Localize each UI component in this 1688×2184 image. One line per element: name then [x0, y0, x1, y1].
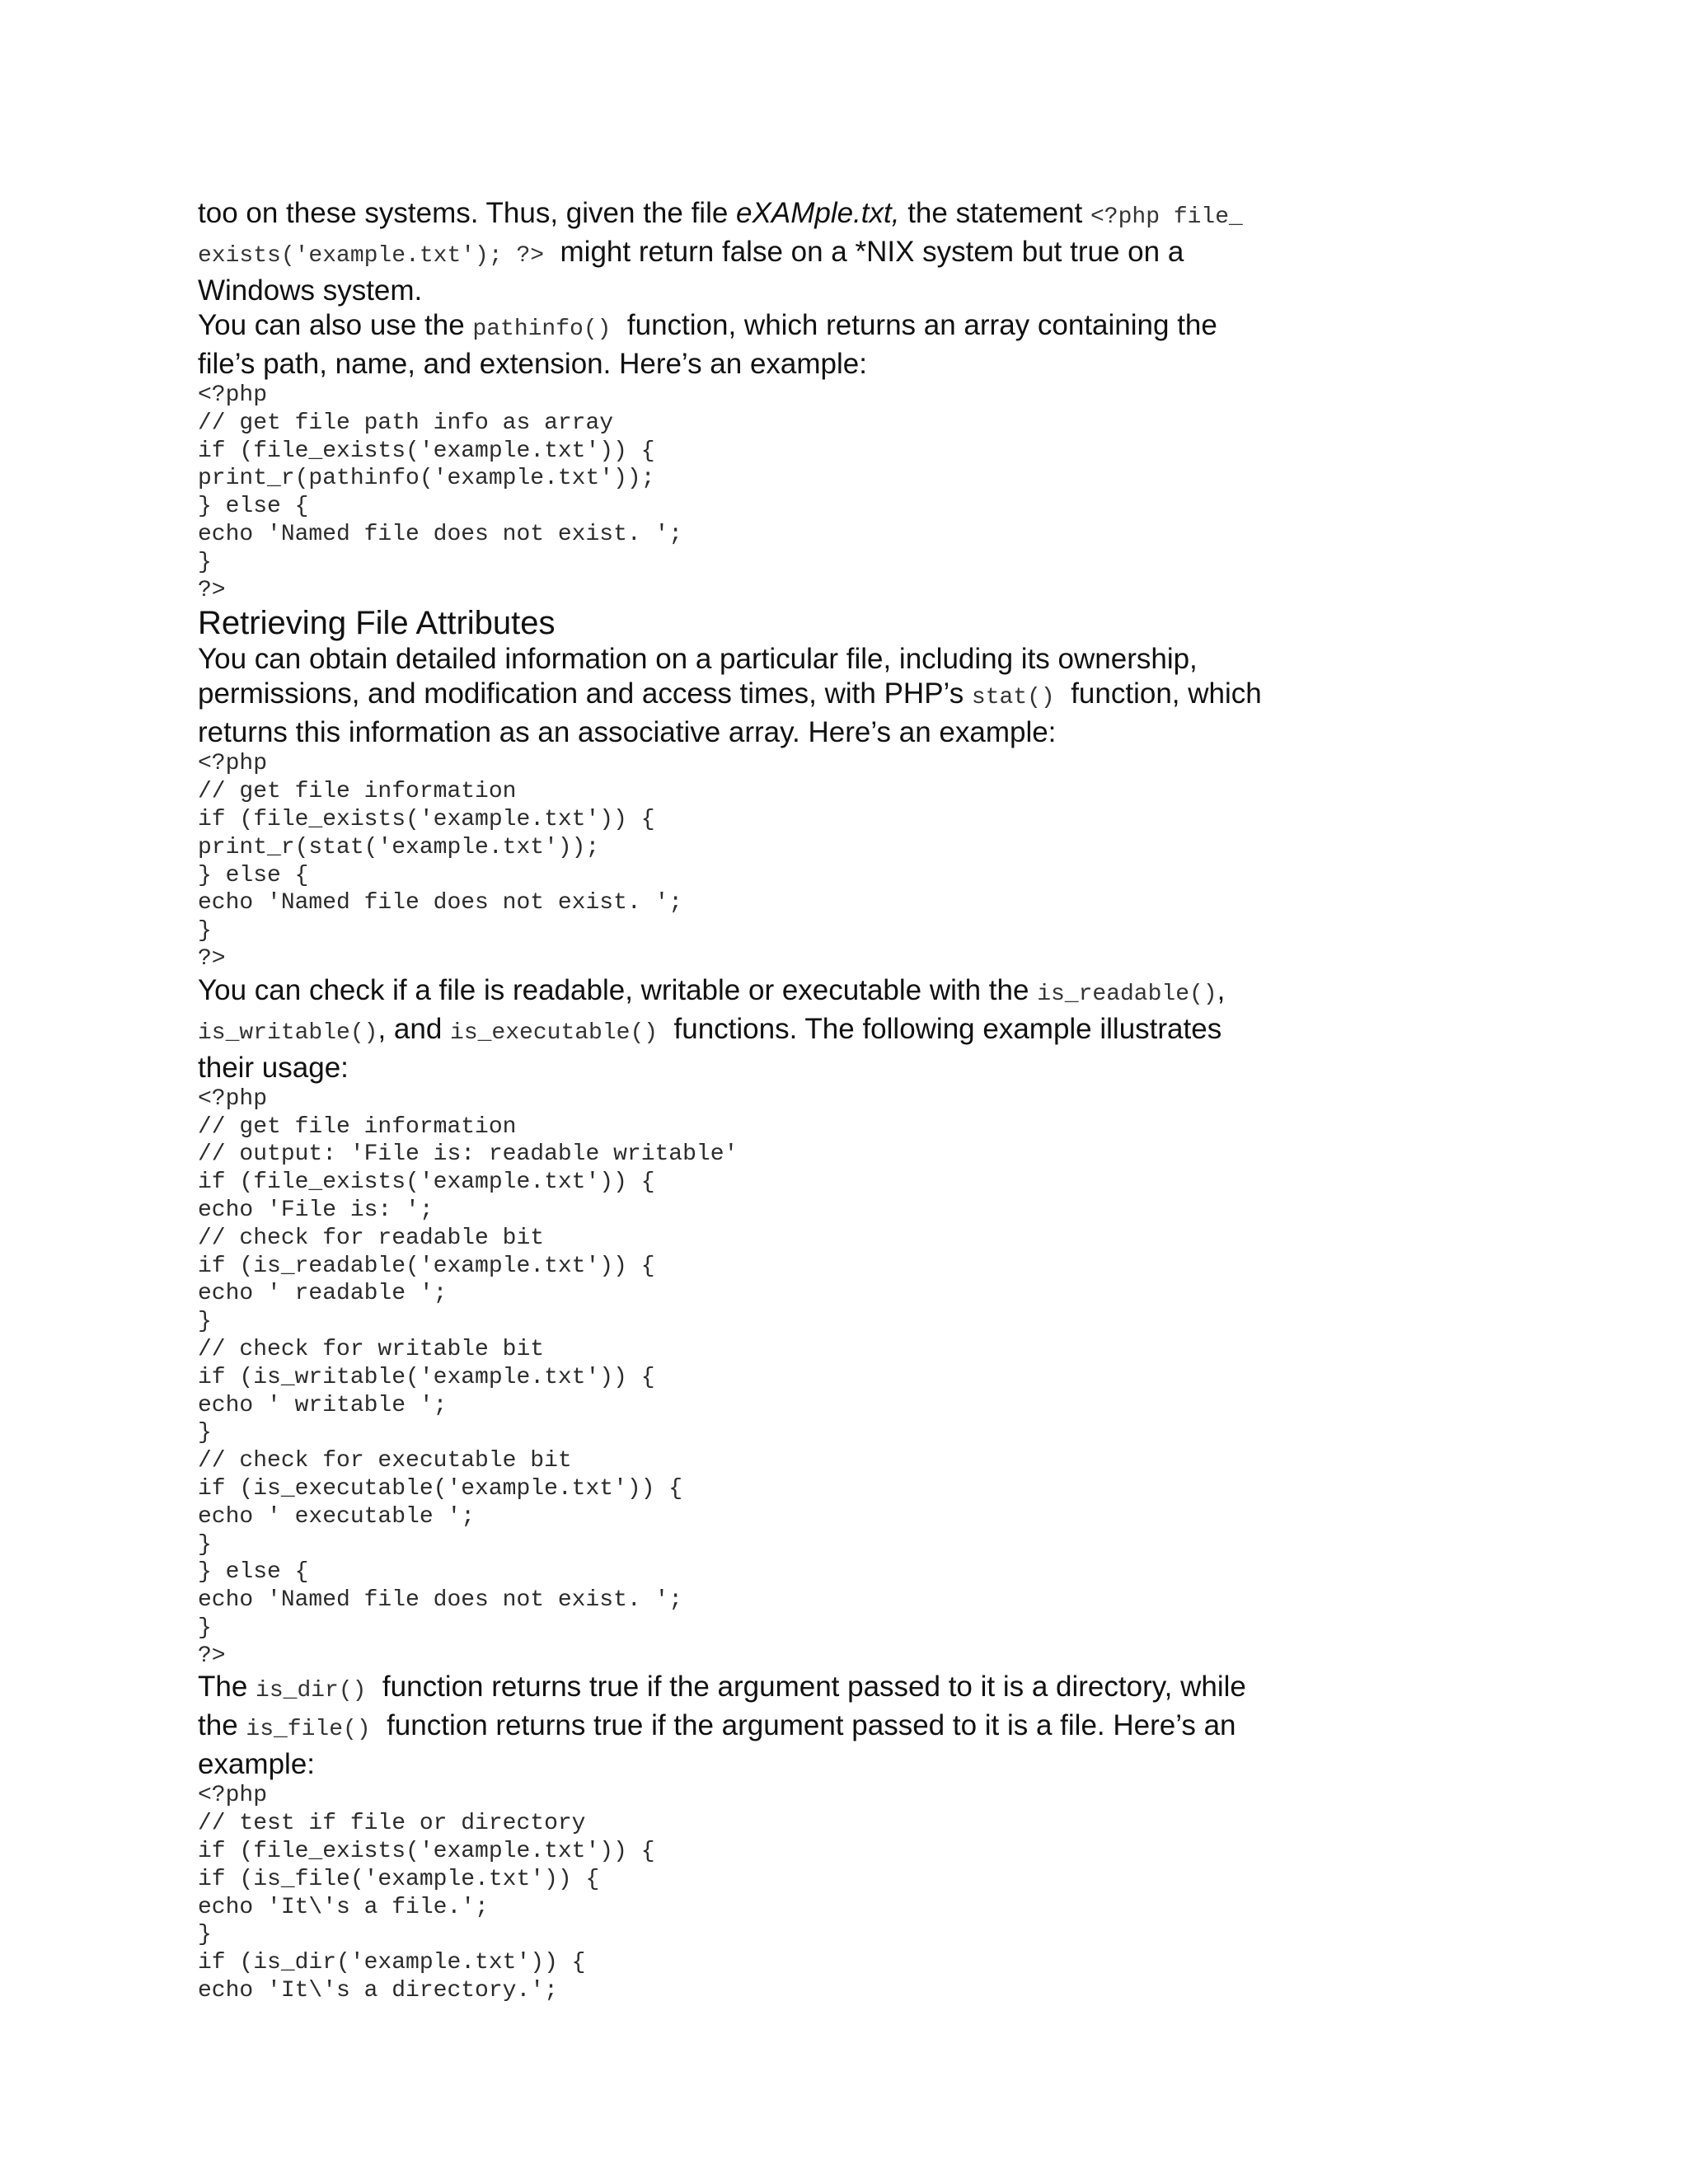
code-block-permissions	[198, 1085, 1599, 1671]
code-line: // output: 'File is: readable writable'	[198, 1141, 738, 1168]
code-line: <?php	[198, 751, 268, 777]
paragraph-text: The	[198, 1671, 256, 1704]
intro-paragraph	[198, 196, 1599, 308]
section-heading: Retrieving File Attributes	[198, 605, 556, 642]
paragraph-text: example:	[198, 1748, 316, 1781]
paragraph-text: their usage:	[198, 1051, 349, 1084]
code-line: } else {	[198, 494, 309, 520]
code-block-isdir	[198, 1782, 1599, 2004]
inline-code: is_readable()	[1037, 981, 1217, 1007]
intro-text: Windows system.	[198, 274, 423, 307]
code-line: // get file path info as array	[198, 410, 614, 436]
paragraph-text: You can obtain detailed information on a particular file, including its ownership,	[198, 643, 1198, 676]
code-line: // check for writable bit	[198, 1336, 545, 1362]
paragraph-text: returns this information as an associative array. Here’s an example:	[198, 716, 1057, 749]
code-block-pathinfo	[198, 382, 1599, 604]
code-line: echo 'Named file does not exist. ';	[198, 1587, 683, 1614]
code-line: echo 'Named file does not exist. ';	[198, 890, 683, 916]
code-line: <?php	[198, 1085, 268, 1112]
stat-paragraph	[198, 642, 1599, 750]
code-line: if (file_exists('example.txt')) {	[198, 806, 655, 832]
readable-paragraph	[198, 973, 1599, 1085]
code-line: }	[198, 1922, 212, 1948]
code-line: echo 'It\'s a directory.';	[198, 1978, 558, 2004]
code-line: echo 'File is: ';	[198, 1197, 434, 1223]
code-line: <?php	[198, 382, 268, 408]
code-line: }	[198, 549, 212, 575]
code-line: }	[198, 1309, 212, 1335]
inline-code: exists('example.txt'); ?>	[198, 243, 545, 269]
paragraph-text: function returns true if the argument passed to it is a file. Here’s an	[370, 1709, 1236, 1742]
code-line: if (is_writable('example.txt')) {	[198, 1364, 655, 1390]
code-line: if (file_exists('example.txt')) {	[198, 438, 655, 464]
inline-code: pathinfo()	[472, 316, 612, 342]
inline-code: stat()	[971, 685, 1055, 711]
inline-code: is_dir()	[256, 1678, 367, 1704]
inline-code: is_executable()	[450, 1019, 659, 1046]
code-line: ?>	[198, 577, 226, 603]
code-line: // check for executable bit	[198, 1448, 572, 1474]
paragraph-text: function returns true if the argument passed to it is a directory, while	[366, 1671, 1246, 1704]
code-line: }	[198, 1420, 212, 1446]
paragraph-text: function, which	[1054, 677, 1262, 710]
isdir-paragraph	[198, 1670, 1599, 1782]
paragraph-text: permissions, and modification and access times, with PHP’s	[198, 677, 972, 710]
code-line: echo 'Named file does not exist. ';	[198, 521, 683, 547]
code-line: // check for readable bit	[198, 1225, 545, 1251]
paragraph-text: function, which returns an array containing the	[611, 309, 1217, 341]
code-block-stat	[198, 750, 1599, 972]
code-line: echo ' executable ';	[198, 1503, 476, 1530]
code-line: // get file information	[198, 779, 517, 805]
code-line: if (is_file('example.txt')) {	[198, 1866, 600, 1892]
paragraph-text: You can check if a file is readable, writable or executable with the	[198, 973, 1038, 1006]
inline-code: <?php file_	[1090, 204, 1243, 230]
code-line: if (is_readable('example.txt')) {	[198, 1253, 655, 1279]
pathinfo-paragraph	[198, 308, 1599, 382]
paragraph-text: ,	[1217, 973, 1226, 1006]
inline-code: is_file()	[246, 1717, 371, 1743]
code-line: // get file information	[198, 1113, 517, 1140]
code-line: <?php	[198, 1783, 268, 1809]
intro-text: might return false on a *NIX system but true on a	[544, 236, 1184, 268]
code-line: if (file_exists('example.txt')) {	[198, 1169, 655, 1196]
paragraph-text: the	[198, 1709, 246, 1742]
code-line: ?>	[198, 1643, 226, 1669]
code-line: // test if file or directory	[198, 1811, 586, 1837]
filename-emphasis: eXAMple.txt,	[736, 197, 900, 229]
code-line: echo 'It\'s a file.';	[198, 1894, 489, 1920]
code-line: } else {	[198, 862, 309, 888]
intro-text: the statement	[899, 197, 1090, 229]
code-line: ?>	[198, 945, 226, 972]
code-line: echo ' writable ';	[198, 1392, 448, 1418]
intro-text: too on these systems. Thus, given the file	[198, 197, 737, 229]
paragraph-text: file’s path, name, and extension. Here’s an example:	[198, 348, 867, 380]
code-line: }	[198, 1615, 212, 1641]
document-page	[198, 196, 1599, 2005]
code-line: print_r(pathinfo('example.txt'));	[198, 466, 655, 492]
paragraph-text: You can also use the	[198, 309, 473, 341]
paragraph-text: , and	[377, 1012, 451, 1045]
inline-code: is_writable()	[198, 1019, 378, 1046]
paragraph-text: functions. The following example illustrates	[658, 1012, 1222, 1045]
code-line: echo ' readable ';	[198, 1281, 448, 1307]
code-line: }	[198, 918, 212, 944]
code-line: if (is_executable('example.txt')) {	[198, 1475, 683, 1502]
code-line: if (is_dir('example.txt')) {	[198, 1950, 586, 1976]
code-line: if (file_exists('example.txt')) {	[198, 1839, 655, 1865]
code-line: print_r(stat('example.txt'));	[198, 834, 600, 860]
code-line: }	[198, 1531, 212, 1558]
code-line: } else {	[198, 1559, 309, 1586]
